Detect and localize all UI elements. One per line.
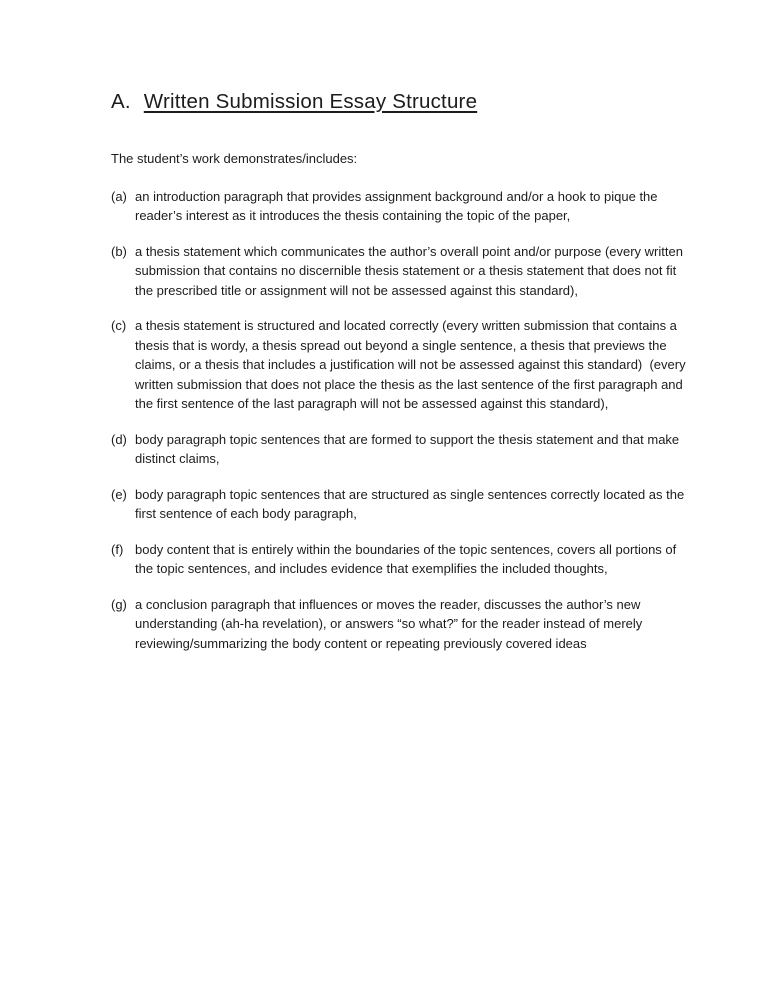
item-marker: (f) [111, 541, 124, 557]
criterion-item-a [111, 187, 697, 226]
item-text: a thesis statement is structured and located correctly (every written submission that contains a thesis that is wordy, a thesis spread out beyond a single sentence, a thesis that previews the claims, or a thesis that includes a justification will not be assessed against this standard) (every written submission that does not place the thesis as the last sentence of the first paragraph and the first sentence of the last paragraph will not be assessed against this standard), [135, 318, 690, 411]
document-content [111, 88, 697, 669]
criterion-item-g [111, 595, 697, 654]
item-marker: (e) [111, 486, 127, 502]
criterion-item-d [111, 430, 697, 469]
item-text: body paragraph topic sentences that are structured as single sentences correctly located as the first sentence of each body paragraph, [135, 486, 688, 521]
item-marker: (g) [111, 596, 127, 612]
item-text: body paragraph topic sentences that are formed to support the thesis statement and that make distinct claims, [135, 431, 683, 466]
criterion-item-f [111, 540, 697, 579]
item-marker: (d) [111, 431, 127, 447]
intro-line: The student’s work demonstrates/includes: [111, 151, 358, 166]
section-title: Written Submission Essay Structure [143, 90, 478, 113]
section-letter: A. [111, 90, 131, 113]
criterion-item-c [111, 316, 697, 414]
item-text: body content that is entirely within the boundaries of the topic sentences, covers all portions of the topic sentences, and includes evidence that exemplifies the included thoughts, [135, 541, 680, 576]
section-heading [111, 88, 697, 115]
item-marker: (c) [111, 318, 127, 333]
item-marker: (b) [111, 243, 127, 259]
criterion-item-e [111, 485, 697, 524]
item-text: a thesis statement which communicates the author’s overall point and/or purpose (every written submission that contains no discernible thesis statement or a thesis statement that does not fit the prescribed title or assignment will not be assessed against this standard), [135, 243, 687, 298]
item-marker: (a) [111, 188, 127, 204]
item-text: an introduction paragraph that provides assignment background and/or a hook to pique the reader’s interest as it introduces the thesis containing the topic of the paper, [135, 188, 662, 223]
criteria-list [111, 187, 697, 654]
criterion-item-b [111, 242, 697, 301]
item-text: a conclusion paragraph that influences or moves the reader, discusses the author’s new understanding (ah-ha revelation), or answers “so what?” for the reader instead of merely reviewing/summarizing the body content or repeating previously covered ideas [135, 596, 646, 651]
